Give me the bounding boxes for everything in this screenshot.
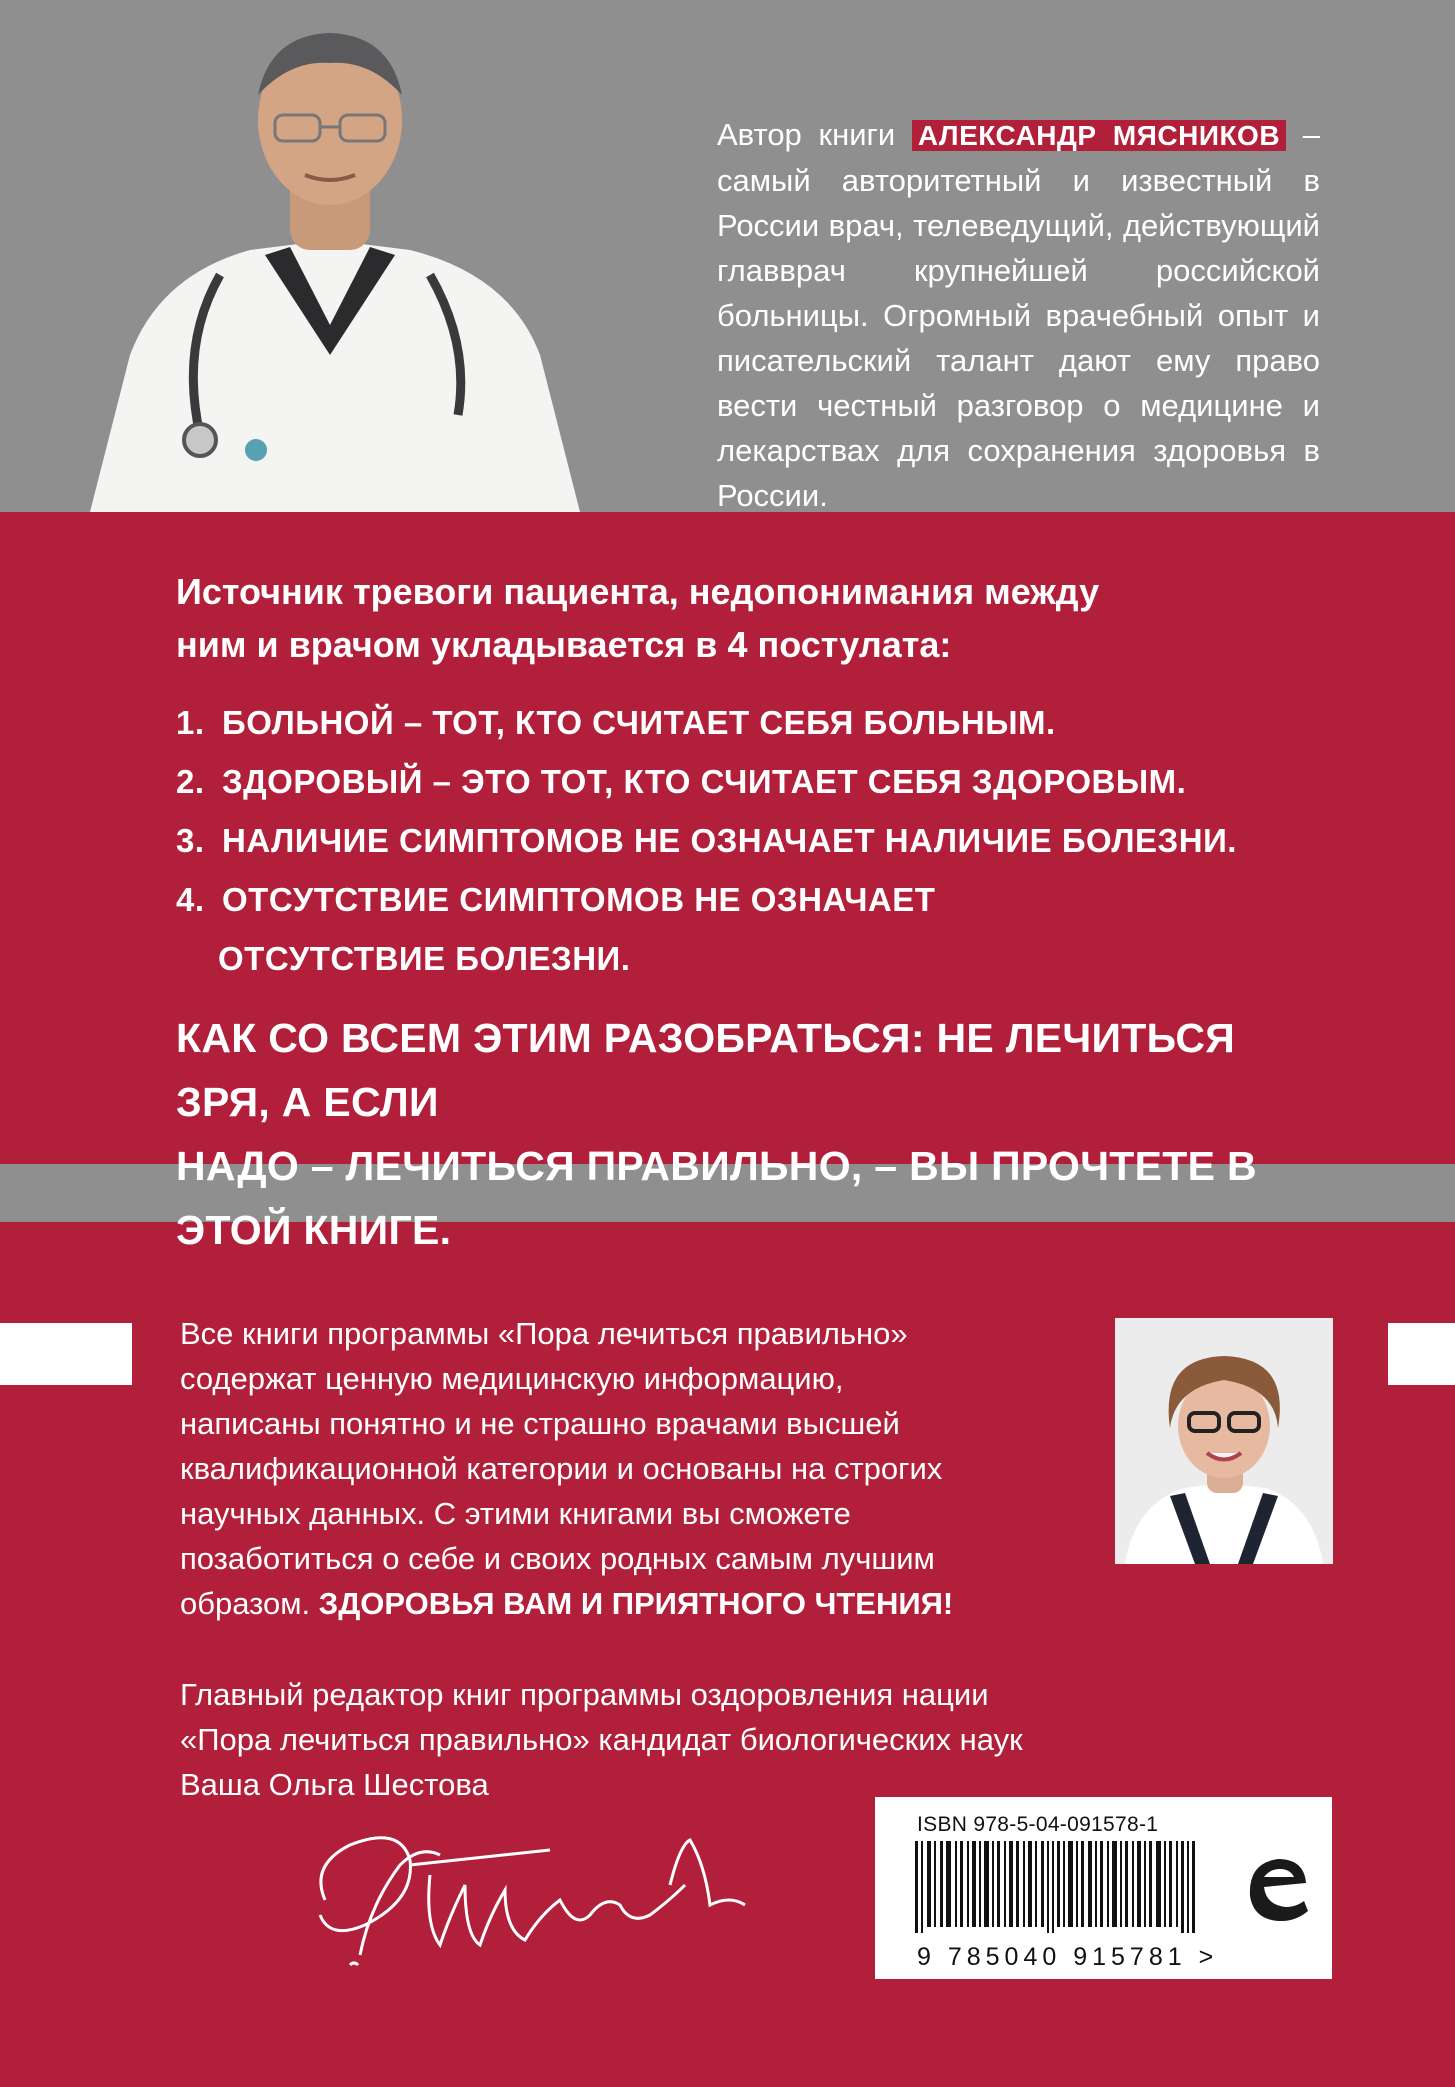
howto-callout <box>176 1006 1326 1262</box>
postulate-item <box>176 870 1326 988</box>
program-line: позаботиться о себе и своих родных самым лучшим <box>180 1541 935 1576</box>
howto-line-2: НАДО – ЛЕЧИТЬСЯ ПРАВИЛЬНО, – ВЫ ПРОЧТЕТЕ В ЭТОЙ КНИГЕ. <box>176 1143 1257 1253</box>
postulate-item <box>176 811 1326 870</box>
right-tab-marker <box>1388 1323 1455 1385</box>
eksmo-logo-icon <box>1230 1841 1322 1933</box>
postulate-number: 3. <box>176 822 205 859</box>
program-wish: ЗДОРОВЬЯ ВАМ И ПРИЯТНОГО ЧТЕНИЯ! <box>318 1586 954 1621</box>
editor-note <box>180 1672 1180 1807</box>
postulates-intro <box>176 565 1176 671</box>
postulate-text: НАЛИЧИЕ СИМПТОМОВ НЕ ОЗНАЧАЕТ НАЛИЧИЕ БОЛЕЗНИ. <box>222 822 1237 859</box>
author-photo <box>70 25 590 512</box>
postulate-text: ОТСУТСТВИЕ СИМПТОМОВ НЕ ОЗНАЧАЕТ <box>222 881 936 918</box>
postulate-number: 1. <box>176 704 205 741</box>
editor-line-1: Главный редактор книг программы оздоровления нации <box>180 1677 989 1712</box>
intro-line-1: Источник тревоги пациента, недопонимания между <box>176 571 1100 612</box>
isbn-label: ISBN 978-5-04-091578-1 <box>917 1813 1159 1836</box>
editor-photo <box>1115 1318 1333 1564</box>
barcode-panel <box>875 1797 1332 1979</box>
editor-line-2: «Пора лечиться правильно» кандидат биологических наук <box>180 1722 1023 1757</box>
author-prefix: Автор книги <box>717 117 912 152</box>
editor-line-3: Ваша Ольга Шестова <box>180 1767 489 1802</box>
postulate-number: 2. <box>176 763 205 800</box>
program-line: содержат ценную медицинскую информацию, <box>180 1361 844 1396</box>
postulate-item <box>176 752 1326 811</box>
program-description <box>180 1311 1080 1626</box>
program-line: квалификационной категории и основаны на строгих <box>180 1451 943 1486</box>
program-line-last <box>180 1581 1080 1626</box>
author-name-badge: АЛЕКСАНДР МЯСНИКОВ <box>912 120 1286 151</box>
author-text: – самый авторитетный и известный в России врач, телеведущий, действующий главврач крупнейшей российской больницы. Огромный врачебный опыт и писательский талант дают ему право вести честный разговор о медицине и лекарствах для сохранения здоровья в России. <box>717 117 1321 513</box>
signature-icon <box>290 1805 770 1975</box>
barcode-digits: 9 785040 915781 > <box>917 1943 1219 1971</box>
postulates-list <box>176 693 1326 988</box>
howto-line-1: КАК СО ВСЕМ ЭТИМ РАЗОБРАТЬСЯ: НЕ ЛЕЧИТЬСЯ ЗРЯ, А ЕСЛИ <box>176 1015 1236 1125</box>
left-tab-marker <box>0 1323 132 1385</box>
postulate-item <box>176 693 1326 752</box>
author-description <box>717 112 1320 518</box>
postulate-number: 4. <box>176 881 205 918</box>
program-last-prefix: образом. <box>180 1586 319 1621</box>
program-line: написаны понятно и не страшно врачами высшей <box>180 1406 900 1441</box>
program-line: научных данных. С этими книгами вы сможете <box>180 1496 851 1531</box>
program-line: Все книги программы «Пора лечиться правильно» <box>180 1316 908 1351</box>
postulate-text: БОЛЬНОЙ – ТОТ, КТО СЧИТАЕТ СЕБЯ БОЛЬНЫМ. <box>222 704 1056 741</box>
barcode-icon <box>915 1841 1195 1933</box>
intro-line-2: ним и врачом укладывается в 4 постулата: <box>176 624 952 665</box>
postulate-text: ЗДОРОВЫЙ – ЭТО ТОТ, КТО СЧИТАЕТ СЕБЯ ЗДОРОВЫМ. <box>222 763 1187 800</box>
postulate-continuation: ОТСУТСТВИЕ БОЛЕЗНИ. <box>218 940 631 977</box>
